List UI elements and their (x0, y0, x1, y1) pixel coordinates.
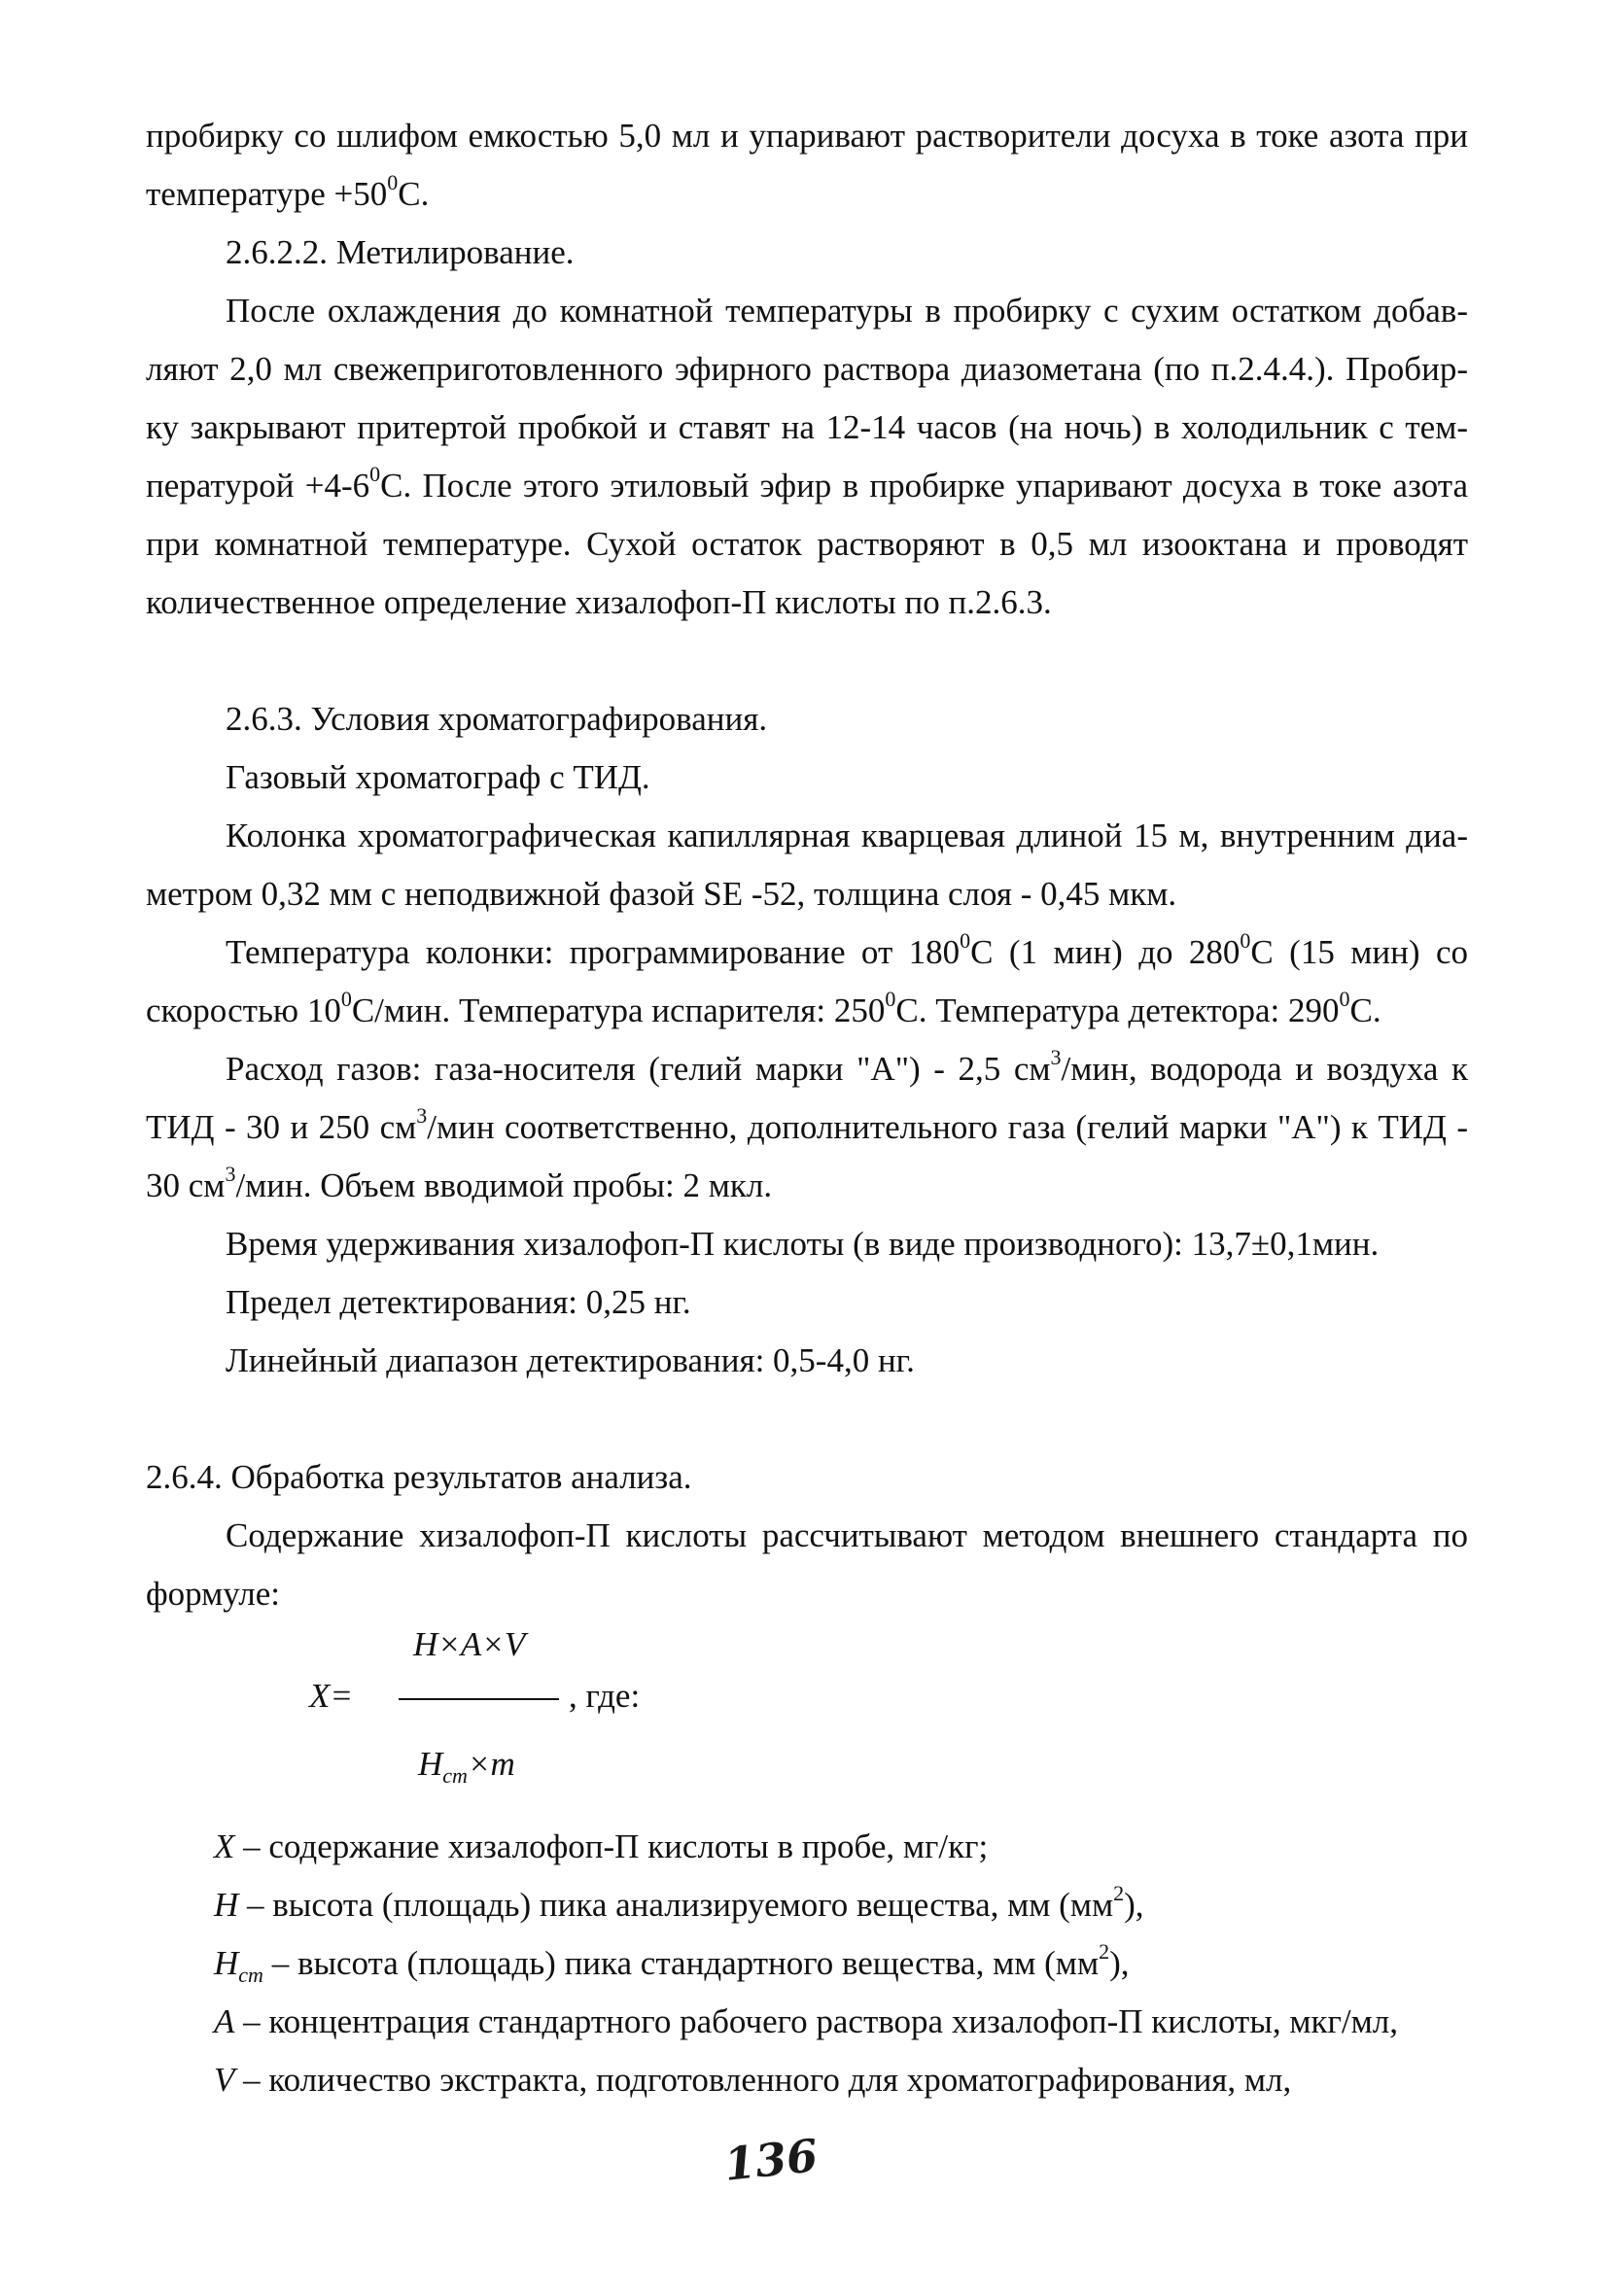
text-line: ку закрывают притертой пробкой и ставят на 12-14 часов (на ночь) в холодильник с тем- (146, 408, 1468, 446)
definition-item: $H_{cm}$ – высота (площадь) пика стандартного вещества, мм $(мм^2)$, (214, 1939, 1130, 1987)
text-line: Время удерживания хизалофоп-П кислоты (в виде производного): 13,7±0,1мин. (226, 1225, 1380, 1263)
definition-item: V – количество экстракта, подготовленного для хроматографирования, мл, (214, 2061, 1292, 2099)
text-line: 30 $см^3$/мин. Объем вводимой пробы: 2 мкл. (146, 1162, 773, 1204)
text-line: Колонка хроматографическая капиллярная кварцевая длиной 15 м, внутренним диа- (226, 817, 1468, 854)
text-line: пробирку со шлифом емкостью 5,0 мл и упаривают растворители досуха в токе азота при (146, 117, 1468, 155)
text-line: количественное определение хизалофоп-П кислоты по п.2.6.3. (146, 583, 1052, 621)
text-line: формуле: (146, 1575, 280, 1613)
text-line: Содержание хизалофоп-П кислоты рассчитывают методом внешнего стандарта по (226, 1516, 1468, 1554)
text-line: ляют 2,0 мл свежеприготовленного эфирного раствора диазометана (по п.2.4.4.). Пробир- (146, 350, 1468, 388)
page-number: 136 (721, 2129, 821, 2191)
text-line: Газовый хроматограф с ТИД. (226, 758, 650, 796)
text-line: Линейный диапазон детектирования: 0,5-4,0 нг. (226, 1341, 915, 1379)
fraction-bar (399, 1698, 559, 1700)
definition-item: A – концентрация стандартного рабочего раствора хизалофоп-П кислоты, мкг/мл, (214, 2002, 1398, 2040)
text-line: Расход газов: газа-носителя (гелий марки "А") - 2,5 $см^3$/мин, водорода и воздуха к (226, 1045, 1468, 1088)
text-line: Температура колонки: программирование от $180^0С$ (1 мин) до $280^0С$ (15 мин) со (226, 928, 1468, 971)
text-line: пературой $+4-6^0С$. После этого этиловый эфир в пробирке упаривают досуха в токе азота (146, 462, 1468, 504)
formula-numerator: H×A×V (413, 1625, 526, 1663)
text-line: Предел детектирования: 0,25 нг. (226, 1283, 691, 1321)
text-line: После охлаждения до комнатной температуры в пробирку с сухим остатком добав- (226, 292, 1468, 330)
text-line: при комнатной температуре. Сухой остаток растворяют в 0,5 мл изооктана и проводят (146, 525, 1468, 563)
formula-denominator: $H_{cm}\times m$ (418, 1745, 515, 1788)
section-heading: 2.6.3. Условия хроматографирования. (226, 700, 768, 738)
text-line: температуре $+50^0С$. (146, 170, 430, 213)
text-line: метром 0,32 мм с неподвижной фазой SE -52, толщина слоя - 0,45 мкм. (146, 875, 1177, 913)
text-line: ТИД - 30 и 250 $см^3$/мин соответственно, дополнительного газа (гелий марки "А") к ТИД - (146, 1103, 1468, 1146)
text-line: скоростью $10^0С$/мин. Температура испарителя: $250^0С$. Температура детектора: $290^0С$. (146, 987, 1381, 1029)
definition-item: H – высота (площадь) пика анализируемого вещества, мм $(мм^2)$, (214, 1881, 1144, 1924)
section-heading: 2.6.4. Обработка результатов анализа. (146, 1458, 692, 1496)
definition-item: X – содержание хизалофоп-П кислоты в пробе, мг/кг; (214, 1827, 989, 1865)
formula-lhs: X= (309, 1677, 353, 1715)
formula-where: , где: (569, 1677, 641, 1715)
section-heading: 2.6.2.2. Метилирование. (226, 233, 575, 271)
